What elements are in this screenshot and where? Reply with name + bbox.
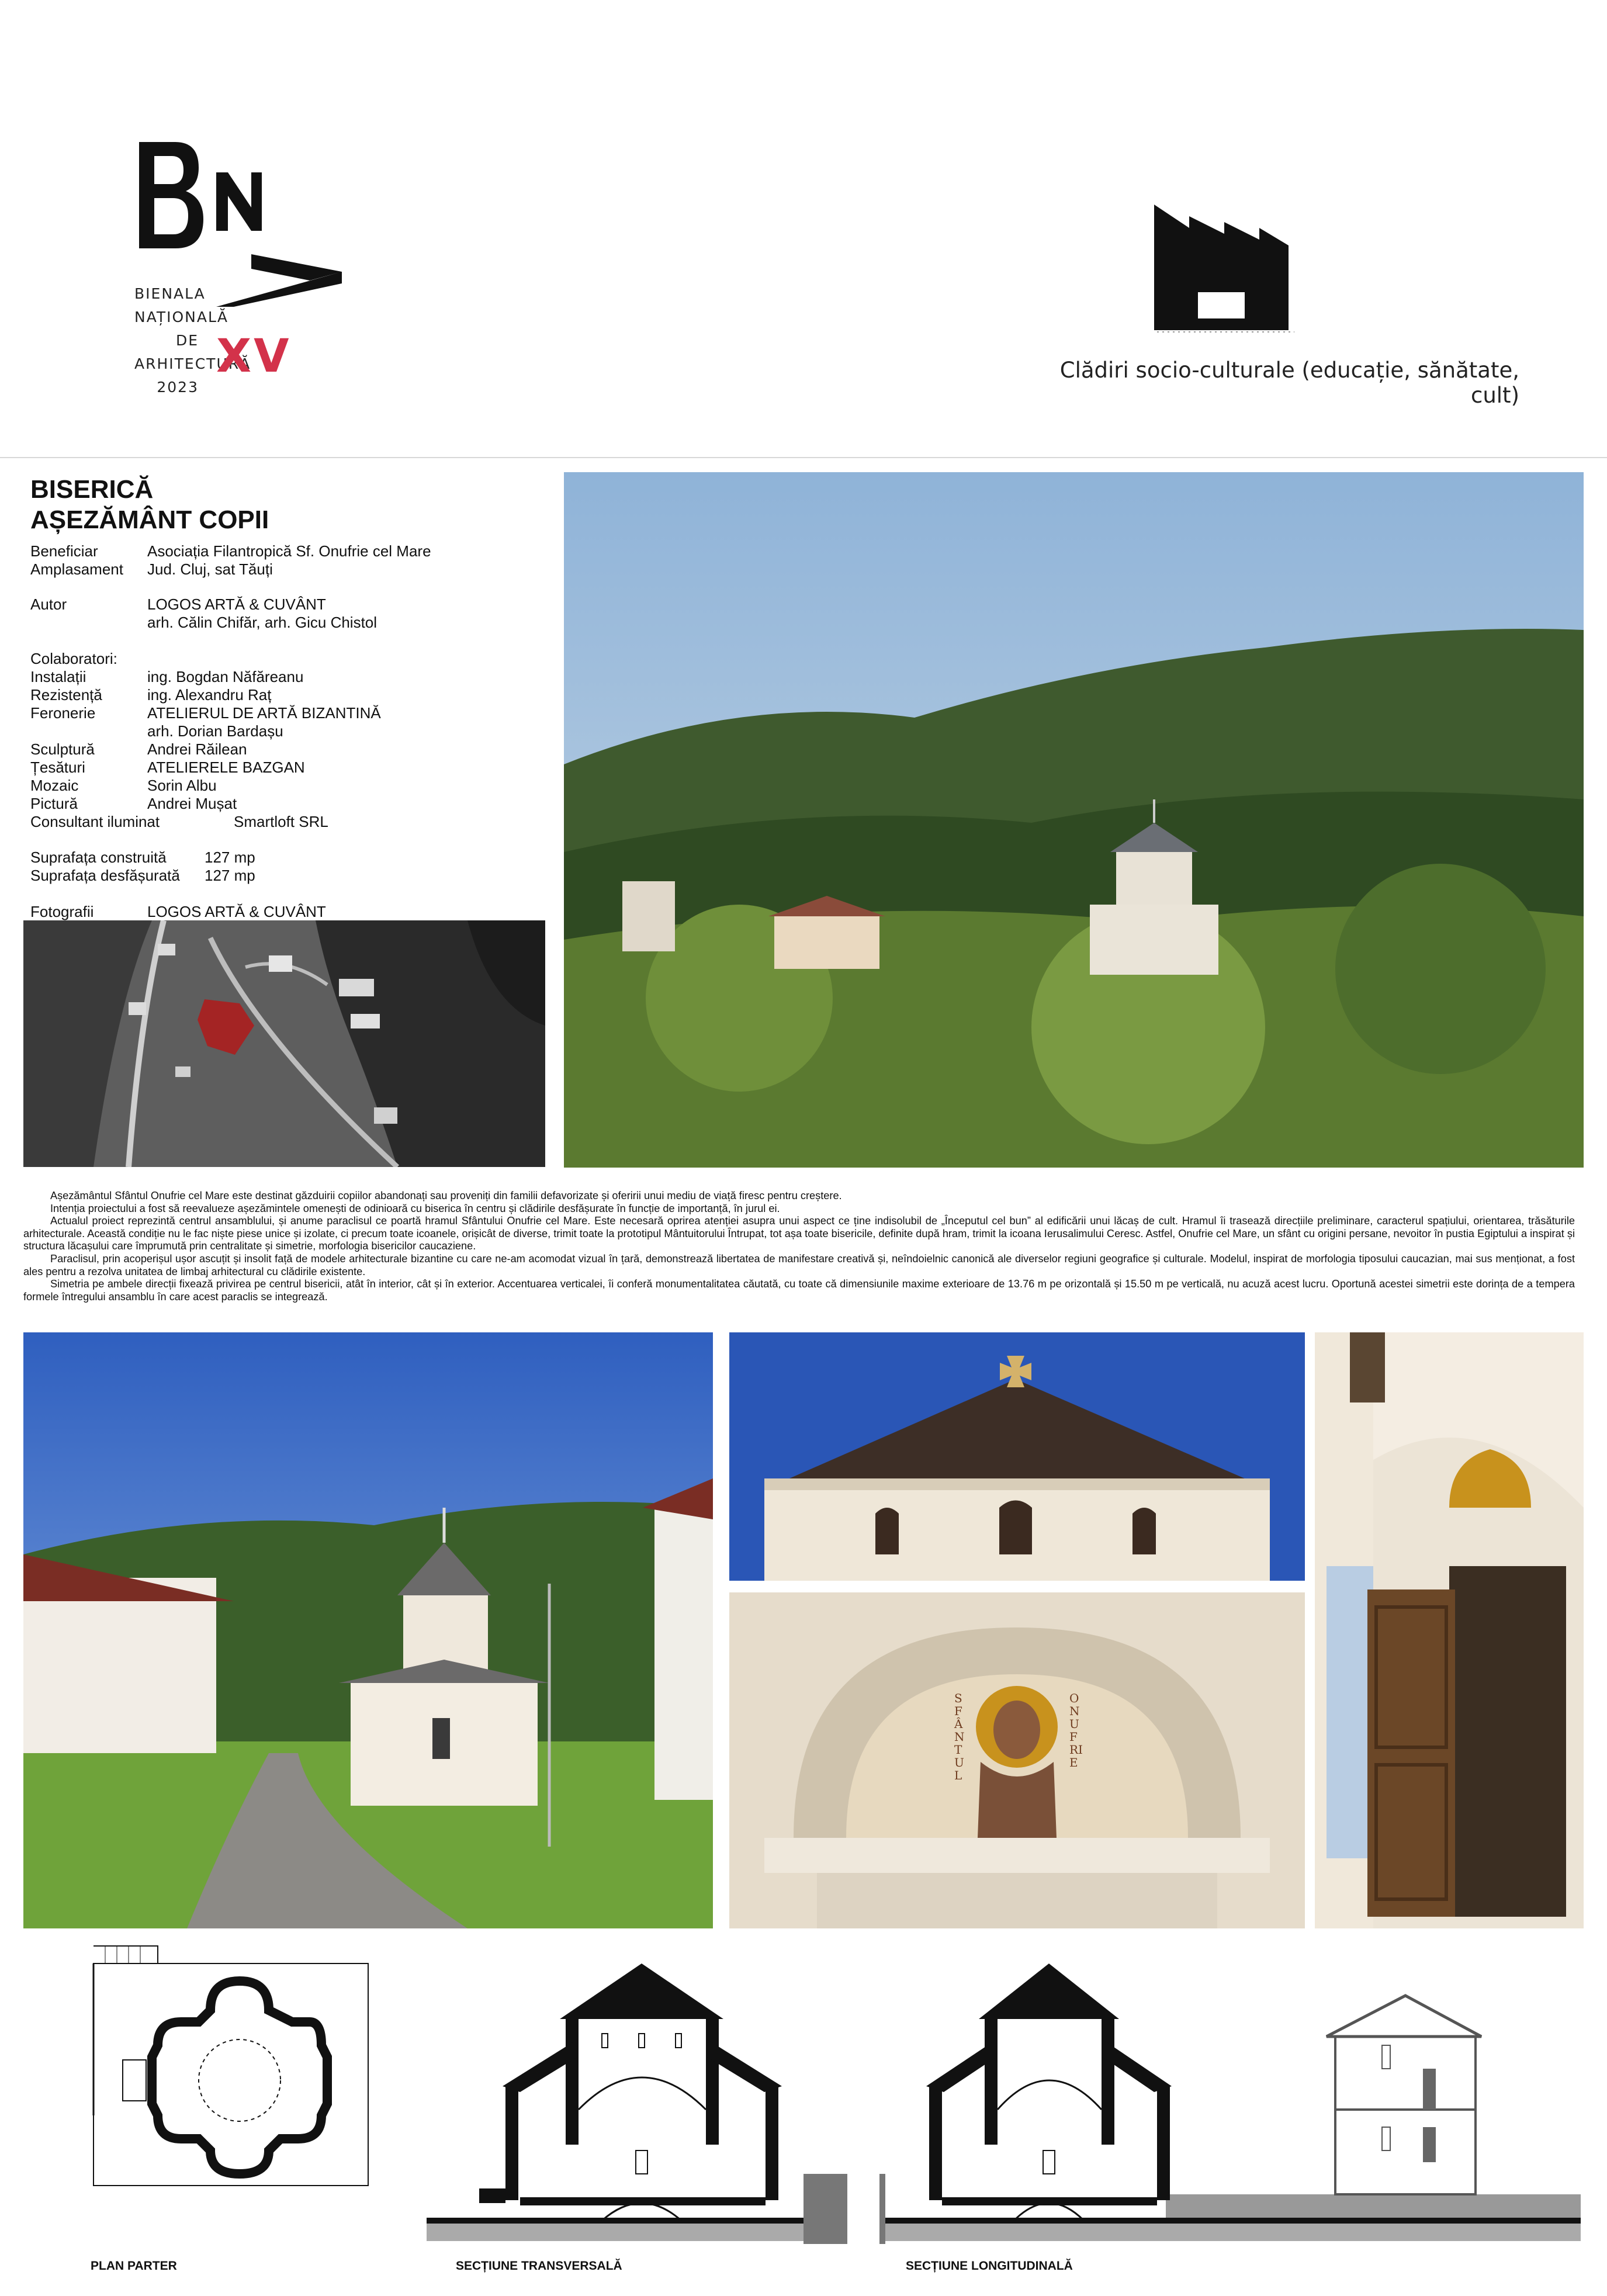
value-amplasament: Jud. Cluj, sat Tăuți — [147, 560, 273, 578]
longitudinal-section-caption: SECȚIUNE LONGITUDINALĂ — [906, 2259, 1073, 2273]
value-beneficiar: Asociația Filantropică Sf. Onufrie cel Mare — [147, 542, 431, 560]
value-suprafata-construita: 127 mp — [205, 849, 255, 866]
mosaic-portal-photo — [729, 1592, 1305, 1928]
logo-line-2: NAȚIONALĂ — [134, 309, 229, 325]
mosaic-inscription-left: SFÂNTUL — [954, 1691, 965, 1782]
longitudinal-section-drawing — [879, 1952, 1581, 2244]
value-instalatii: ing. Bogdan Năfăreanu — [147, 668, 304, 685]
project-title — [30, 475, 269, 535]
bna-logo — [134, 137, 351, 406]
logo-line-1: BIENALA — [134, 285, 206, 302]
church-drum-photo — [729, 1332, 1305, 1581]
label-fotografii: Fotografii — [30, 903, 94, 920]
label-pictura: Pictură — [30, 795, 78, 812]
project-description — [23, 1190, 1575, 1303]
label-feronerie: Feronerie — [30, 704, 96, 722]
value-mozaic: Sorin Albu — [147, 777, 217, 794]
description-paragraph-3: Actualul proiect reprezintă centrul ansamblului, și anume paraclisul ce poartă hramul Sfântului Onufrie cel Mare. Este necesară oprirea atenției asupra unui aspect ce ține indisolubil de „Începutul cel bun” al edificării unui lăcaș de cult. Hramul îi trasează direcțiile preliminare, caracterul spațiului, orientarea, trăsăturile arhitecturale. Această condiție nu le fac niște piese unice și izolate, ci precum toate icoanele, orișicât de diverse, trimit toate la prototipul Mântuitorului Întrupat, tot așa toate bisericile, definite după hram, trimit la icoana Ierusalimului Ceresc. Astfel, Onufrie cel Mare, un sfânt cu origini persane, nevoitor în pustia Egiptului a inspirat și structura lăcașului care împrumută prin centralitate și simetrie, morfologia bisericilor caucaziene. — [23, 1215, 1575, 1252]
description-paragraph-1: Așezământul Sfântul Onufrie cel Mare este destinat găzduirii copiilor abandonați sau proveniți din familii defavorizate și oferirii unui mediu de viață firesc pentru creștere. — [50, 1190, 842, 1201]
plan-caption: PLAN PARTER — [91, 2259, 177, 2273]
description-paragraph-4: Paraclisul, prin acoperișul ușor ascuțit și insolit față de modele arhitecturale bizantine cu care ne-am acomodat vizual în țară, demonstrează libertatea de manifestare creativă și, neîndoielnic canonică ale diverselor regiuni geografice și culturale. Modelul, inspirat de morfologia tiposului caucazian, mai sus menționat, a fost ales pentru a rezolva unitatea de limbaj arhitectural cu clădirile existente. — [23, 1252, 1575, 1277]
label-autor: Autor — [30, 595, 67, 613]
transversal-section-caption: SECȚIUNE TRANSVERSALĂ — [456, 2259, 622, 2273]
floor-plan-drawing — [76, 1940, 380, 2203]
value-rezistenta: ing. Alexandru Raț — [147, 686, 272, 704]
logo-line-4: ARHITECTURĂ — [134, 355, 251, 372]
church-exterior-photo — [23, 1332, 713, 1928]
factory-icon — [1154, 205, 1294, 336]
description-paragraph-5: Simetria pe ambele direcții fixează privirea pe centrul bisericii, atât în interior, cât și în exterior. Accentuarea verticalei, îi conferă monumentalitatea căutată, cu toate că dimensiunile maxime exterioare de 13.76 m pe orizontală și 15.50 m pe verticală, nu acuză acest lucru. Oportună acestei simetrii este dorința de a tempera formele întregului ansamblu în care acest paraclis se integrează. — [23, 1278, 1575, 1303]
value-tesaturi: ATELIERELE BAZGAN — [147, 759, 305, 776]
logo-line-5: 2023 — [157, 379, 199, 396]
label-tesaturi: Țesături — [30, 759, 85, 776]
label-amplasament: Amplasament — [30, 560, 123, 578]
label-beneficiar: Beneficiar — [30, 542, 98, 560]
title-line-1: BISERICĂ — [30, 475, 154, 504]
logo-edition: XV — [216, 330, 292, 383]
value-autor: LOGOS ARTĂ & CUVÂNT — [147, 595, 326, 613]
label-rezistenta: Rezistență — [30, 686, 102, 704]
label-colaboratori: Colaboratori: — [30, 650, 117, 667]
label-instalatii: Instalații — [30, 668, 86, 685]
value-pictura: Andrei Mușat — [147, 795, 237, 812]
header-divider — [0, 457, 1607, 458]
category-label: Clădiri socio-culturale (educație, sănătate, cult) — [1059, 358, 1519, 408]
transversal-section-drawing — [427, 1952, 847, 2244]
value-consultant-iluminat: Smartloft SRL — [234, 813, 328, 830]
value-suprafata-desfasurata: 127 mp — [205, 867, 255, 884]
value-feronerie: ATELIERUL DE ARTĂ BIZANTINĂ — [147, 704, 381, 722]
value-fotografii: LOGOS ARTĂ & CUVÂNT — [147, 903, 326, 920]
satellite-site-map — [23, 920, 545, 1167]
label-mozaic: Mozaic — [30, 777, 79, 794]
entrance-door-photo — [1315, 1332, 1584, 1928]
title-line-2: AȘEZĂMÂNT COPII — [30, 505, 269, 534]
hero-landscape-photo — [564, 472, 1584, 1168]
label-suprafata-desfasurata: Suprafața desfășurată — [30, 867, 180, 884]
description-paragraph-2: Intenția proiectului a fost să reevalueze așezămintele omenești de odinioară cu biserica în centru și clădirile desfășurate în funcție de importanță, în jurul ei. — [50, 1202, 780, 1214]
logo-line-3: DE — [175, 332, 199, 349]
value-autor-arhitecti: arh. Călin Chifăr, arh. Gicu Chistol — [147, 614, 377, 631]
label-consultant-iluminat: Consultant iluminat — [30, 813, 160, 830]
label-suprafata-construita: Suprafața construită — [30, 849, 167, 866]
label-sculptura: Sculptură — [30, 740, 95, 758]
mosaic-inscription-right: ONUFRIE — [1069, 1691, 1083, 1769]
value-sculptura: Andrei Răilean — [147, 740, 247, 758]
value-feronerie-arhitect: arh. Dorian Bardașu — [147, 722, 283, 740]
